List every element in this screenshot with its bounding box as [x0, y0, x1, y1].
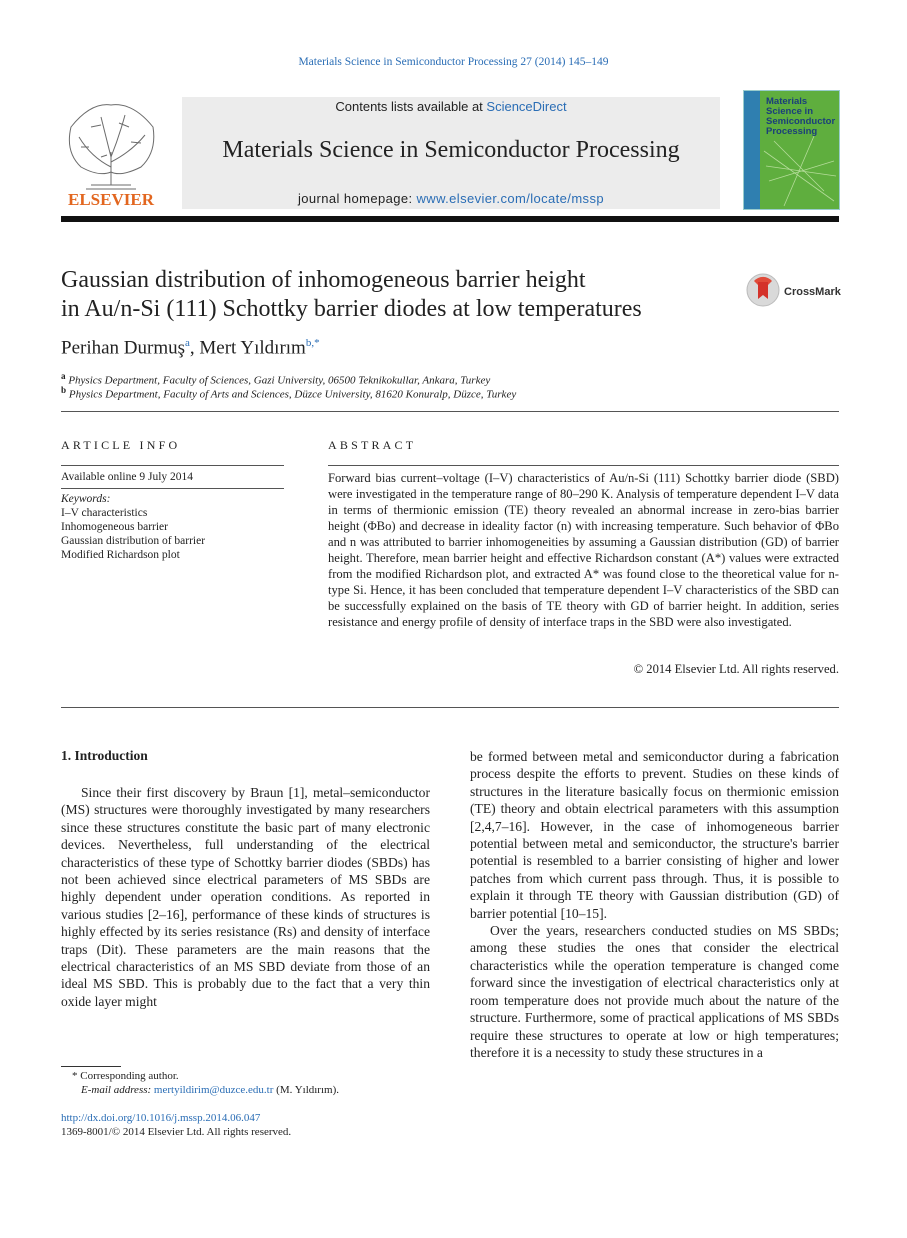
paragraph: Since their first discovery by Braun [1], metal–semiconductor (MS) structures were thoroughly investigated by many researchers since these structures constitute the basic part of many electronic devices. Nevertheless, full understanding of the electrical characteristics of these type of Schottky barrier diodes (SBDs) has not been achieved since electrical parameters of MS SBDs are highly dependent under operation conditions. As reported in various studies [2–16], performance of these kinds of structures is highly effected by its series resistance (Rs) and density of interface traps (Dit). These parameters are the main reasons that the electrical characteristics of an MS SBD deviate from those of an ideal MS SBD. This is probably due to the fact that a very thin oxide layer might: [61, 785, 430, 1009]
paragraph: Over the years, researchers conducted studies on MS SBDs; among these studies the ones that consider the electrical characteristics while the operation temperature is changed come forward since the investigation of electrical characteristics only at room temperature does not provide much about the nature of the structure. Furthermore, some of practical applications of MS SBDs require these structures to operate at low or high temperatures; therefore it is a necessity to study these structures in a: [470, 923, 839, 1060]
journal-title: Materials Science in Semiconductor Processing: [222, 137, 680, 163]
issn-copyright: 1369-8001/© 2014 Elsevier Ltd. All rights reserved.: [61, 1126, 292, 1138]
abstract-copyright: © 2014 Elsevier Ltd. All rights reserved.: [633, 662, 839, 676]
divider: [61, 465, 284, 466]
author-2: Mert Yıldırım: [199, 337, 306, 359]
email-label: E-mail address:: [81, 1084, 154, 1096]
body-column-right: [470, 748, 839, 1061]
homepage-line: [182, 191, 720, 206]
cover-title: Materials Science in Semiconductor Processing: [766, 96, 836, 137]
authors: [61, 337, 320, 359]
available-online: Available online 9 July 2014: [61, 471, 194, 483]
divider: [328, 465, 839, 466]
keyword: I–V characteristics: [61, 507, 148, 519]
keywords-heading: Keywords:: [61, 493, 111, 505]
divider: [61, 488, 284, 489]
author-1-affiliation-mark[interactable]: a: [185, 337, 190, 349]
section-heading-introduction: 1. Introduction: [61, 748, 148, 763]
divider: [61, 707, 839, 708]
affiliation-b-mark: b: [61, 385, 67, 395]
email-link[interactable]: mertyildirim@duzce.edu.tr: [153, 1084, 274, 1096]
journal-cover-thumbnail[interactable]: [743, 90, 840, 210]
keyword: Gaussian distribution of barrier: [61, 535, 206, 547]
title-line-2: in Au/n-Si (111) Schottky barrier diodes at low temperatures: [61, 296, 642, 322]
header-divider: [61, 216, 839, 222]
sciencedirect-link[interactable]: ScienceDirect: [486, 99, 567, 114]
body-column-left: [61, 784, 430, 1010]
corresponding-author-note: * Corresponding author.: [72, 1070, 179, 1082]
keyword: Inhomogeneous barrier: [61, 521, 168, 533]
affiliation-a-text: Physics Department, Faculty of Sciences, Gazi University, 06500 Teknikokullar, Ankara, Turkey: [68, 374, 491, 387]
author-2-affiliation-mark[interactable]: b,*: [305, 337, 320, 349]
elsevier-logo[interactable]: [61, 97, 161, 209]
crossmark-badge[interactable]: [746, 271, 842, 309]
affiliation-b-text: Physics Department, Faculty of Arts and Sciences, Düzce University, 81620 Konuralp, Düzce, Turkey: [68, 388, 517, 401]
footnote-divider: [61, 1066, 121, 1067]
keyword: Modified Richardson plot: [61, 549, 180, 561]
journal-reference[interactable]: Materials Science in Semiconductor Processing 27 (2014) 145–149: [298, 56, 609, 68]
title-line-1: Gaussian distribution of inhomogeneous barrier height: [61, 267, 586, 293]
email-note: [81, 1084, 339, 1096]
abstract-text: Forward bias current–voltage (I–V) characteristics of Au/n-Si (111) Schottky barrier diode (SBD) were investigated in the temperature range of 80–290 K. Analysis of temperature dependent I–V data in terms of thermionic emission (TE) theory revealed an abnormal increase in zero-bias barrier height (ΦBo) and decrease in ideality factor (n) with increasing temperature. Such behavior of ΦBo and n was attributed to barrier inhomogeneities by assuming a Gaussian distribution (GD) of barrier height. Therefore, mean barrier height and effective Richardson constant (A*) values were extracted from the modified Richardson plot, and extracted A* was found close to the theoretical value for n-type Si. Hence, it has been concluded that temperature dependent I–V characteristics of the SBD can be successfully explained on the basis of TE theory with GD of barrier height. In addition, series resistance and energy profile of density of interface traps in the SBD were also investigated.: [328, 471, 839, 629]
divider: [61, 411, 839, 412]
svg-text:ELSEVIER: ELSEVIER: [68, 190, 154, 209]
cover-pattern: [744, 91, 839, 209]
article-title: [61, 266, 731, 324]
affiliation-b: [61, 385, 516, 401]
homepage-prefix: journal homepage:: [298, 191, 417, 206]
article-info-heading: ARTICLE INFO: [61, 438, 181, 452]
paragraph: be formed between metal and semiconductor during a fabrication process despite the efforts to prevent. Studies on these kinds of structures in the literature basically focus on thermionic emission (TE) theory and obtain electrical parameters with this assumption [2,4,7–16]. However, in the case of inhomogeneous barrier potential between metal and semiconductor, the structure's barrier potential is resembled to a barrier consisting of higher and lower patches from which current pass through. Thus, it is possible to explain it through TE theory with Gaussian distribution (GD) of barrier potential [10–15].: [470, 749, 839, 921]
homepage-link[interactable]: www.elsevier.com/locate/mssp: [416, 191, 604, 206]
contents-prefix: Contents lists available at: [335, 99, 487, 114]
contents-line: [182, 99, 720, 114]
crossmark-label: CrossMark: [784, 286, 841, 298]
affiliation-a-mark: a: [61, 371, 66, 381]
email-suffix: (M. Yıldırım).: [273, 1084, 339, 1096]
author-separator: ,: [189, 337, 200, 359]
doi-link[interactable]: http://dx.doi.org/10.1016/j.mssp.2014.06.047: [61, 1112, 261, 1124]
author-1: Perihan Durmuş: [61, 337, 186, 359]
abstract-heading: ABSTRACT: [328, 438, 417, 452]
